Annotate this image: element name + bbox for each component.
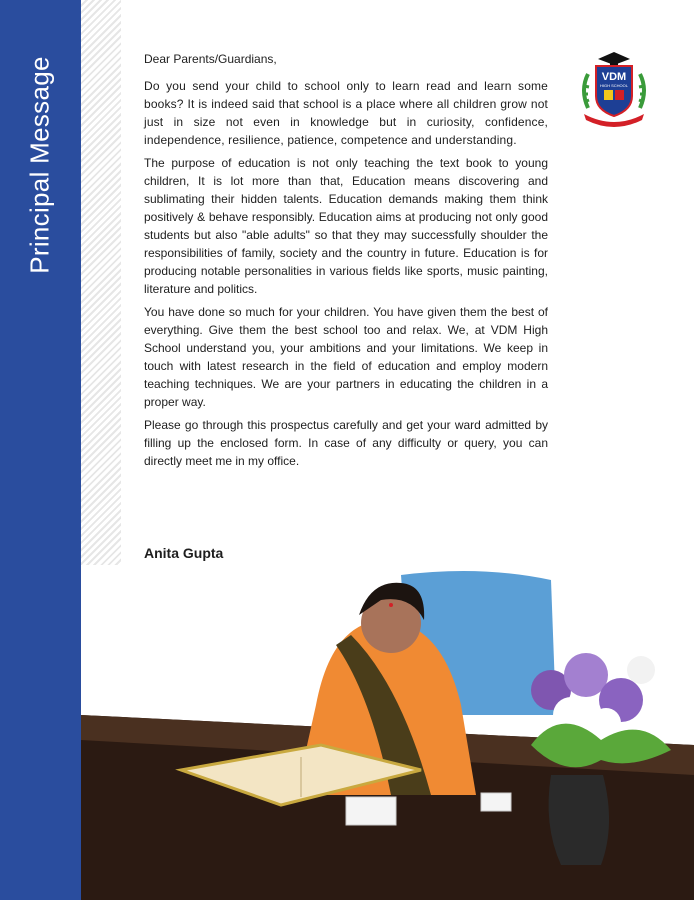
- logo-subtext: HIGH SCHOOL: [599, 83, 629, 88]
- signer-name: Anita Gupta: [144, 545, 224, 561]
- principal-photo: [81, 565, 694, 900]
- letter-paragraph: You have done so much for your children. You have given them the best of everything. Give them the best school too and relax. We, at VDM High School understand you, your ambitions and your limitations. We keep in touch with latest research in the field of education and employ modern teaching techniques. We are your partners in educating the children in a proper way.: [144, 305, 548, 409]
- school-crest-icon: [574, 50, 654, 130]
- letter-paragraph: Please go through this prospectus carefully and get your ward admitted by filling up the enclosed form. In case of any difficulty or query, you can directly meet me in my office.: [144, 418, 548, 468]
- salutation: Dear Parents/Guardians,: [144, 52, 277, 66]
- logo-text: VDM: [601, 71, 627, 83]
- letter-paragraph: The purpose of education is not only teaching the text book to young children, It is lot more than that, Education means discovering and sublimating their hidden talents. Education demands making them think positively & behave responsibly. Education aims at producing not only good students but also "able adults" so that they may successfully shoulder the responsibilities of family, society and the country in future. Education is for producing notable personalities in various fields like sports, music painting, literature and politics.: [144, 156, 548, 296]
- sidebar-panel: [0, 0, 81, 900]
- letter-paragraph: Do you send your child to school only to learn read and learn some books? It is indeed said that school is a place where all children grow not just in size not even in knowledge but in curiosity, confidence, independence, resilience, patience, competence and understanding.: [144, 79, 548, 147]
- sidebar-title: Principal Message: [24, 56, 55, 274]
- letter-body: [144, 50, 548, 475]
